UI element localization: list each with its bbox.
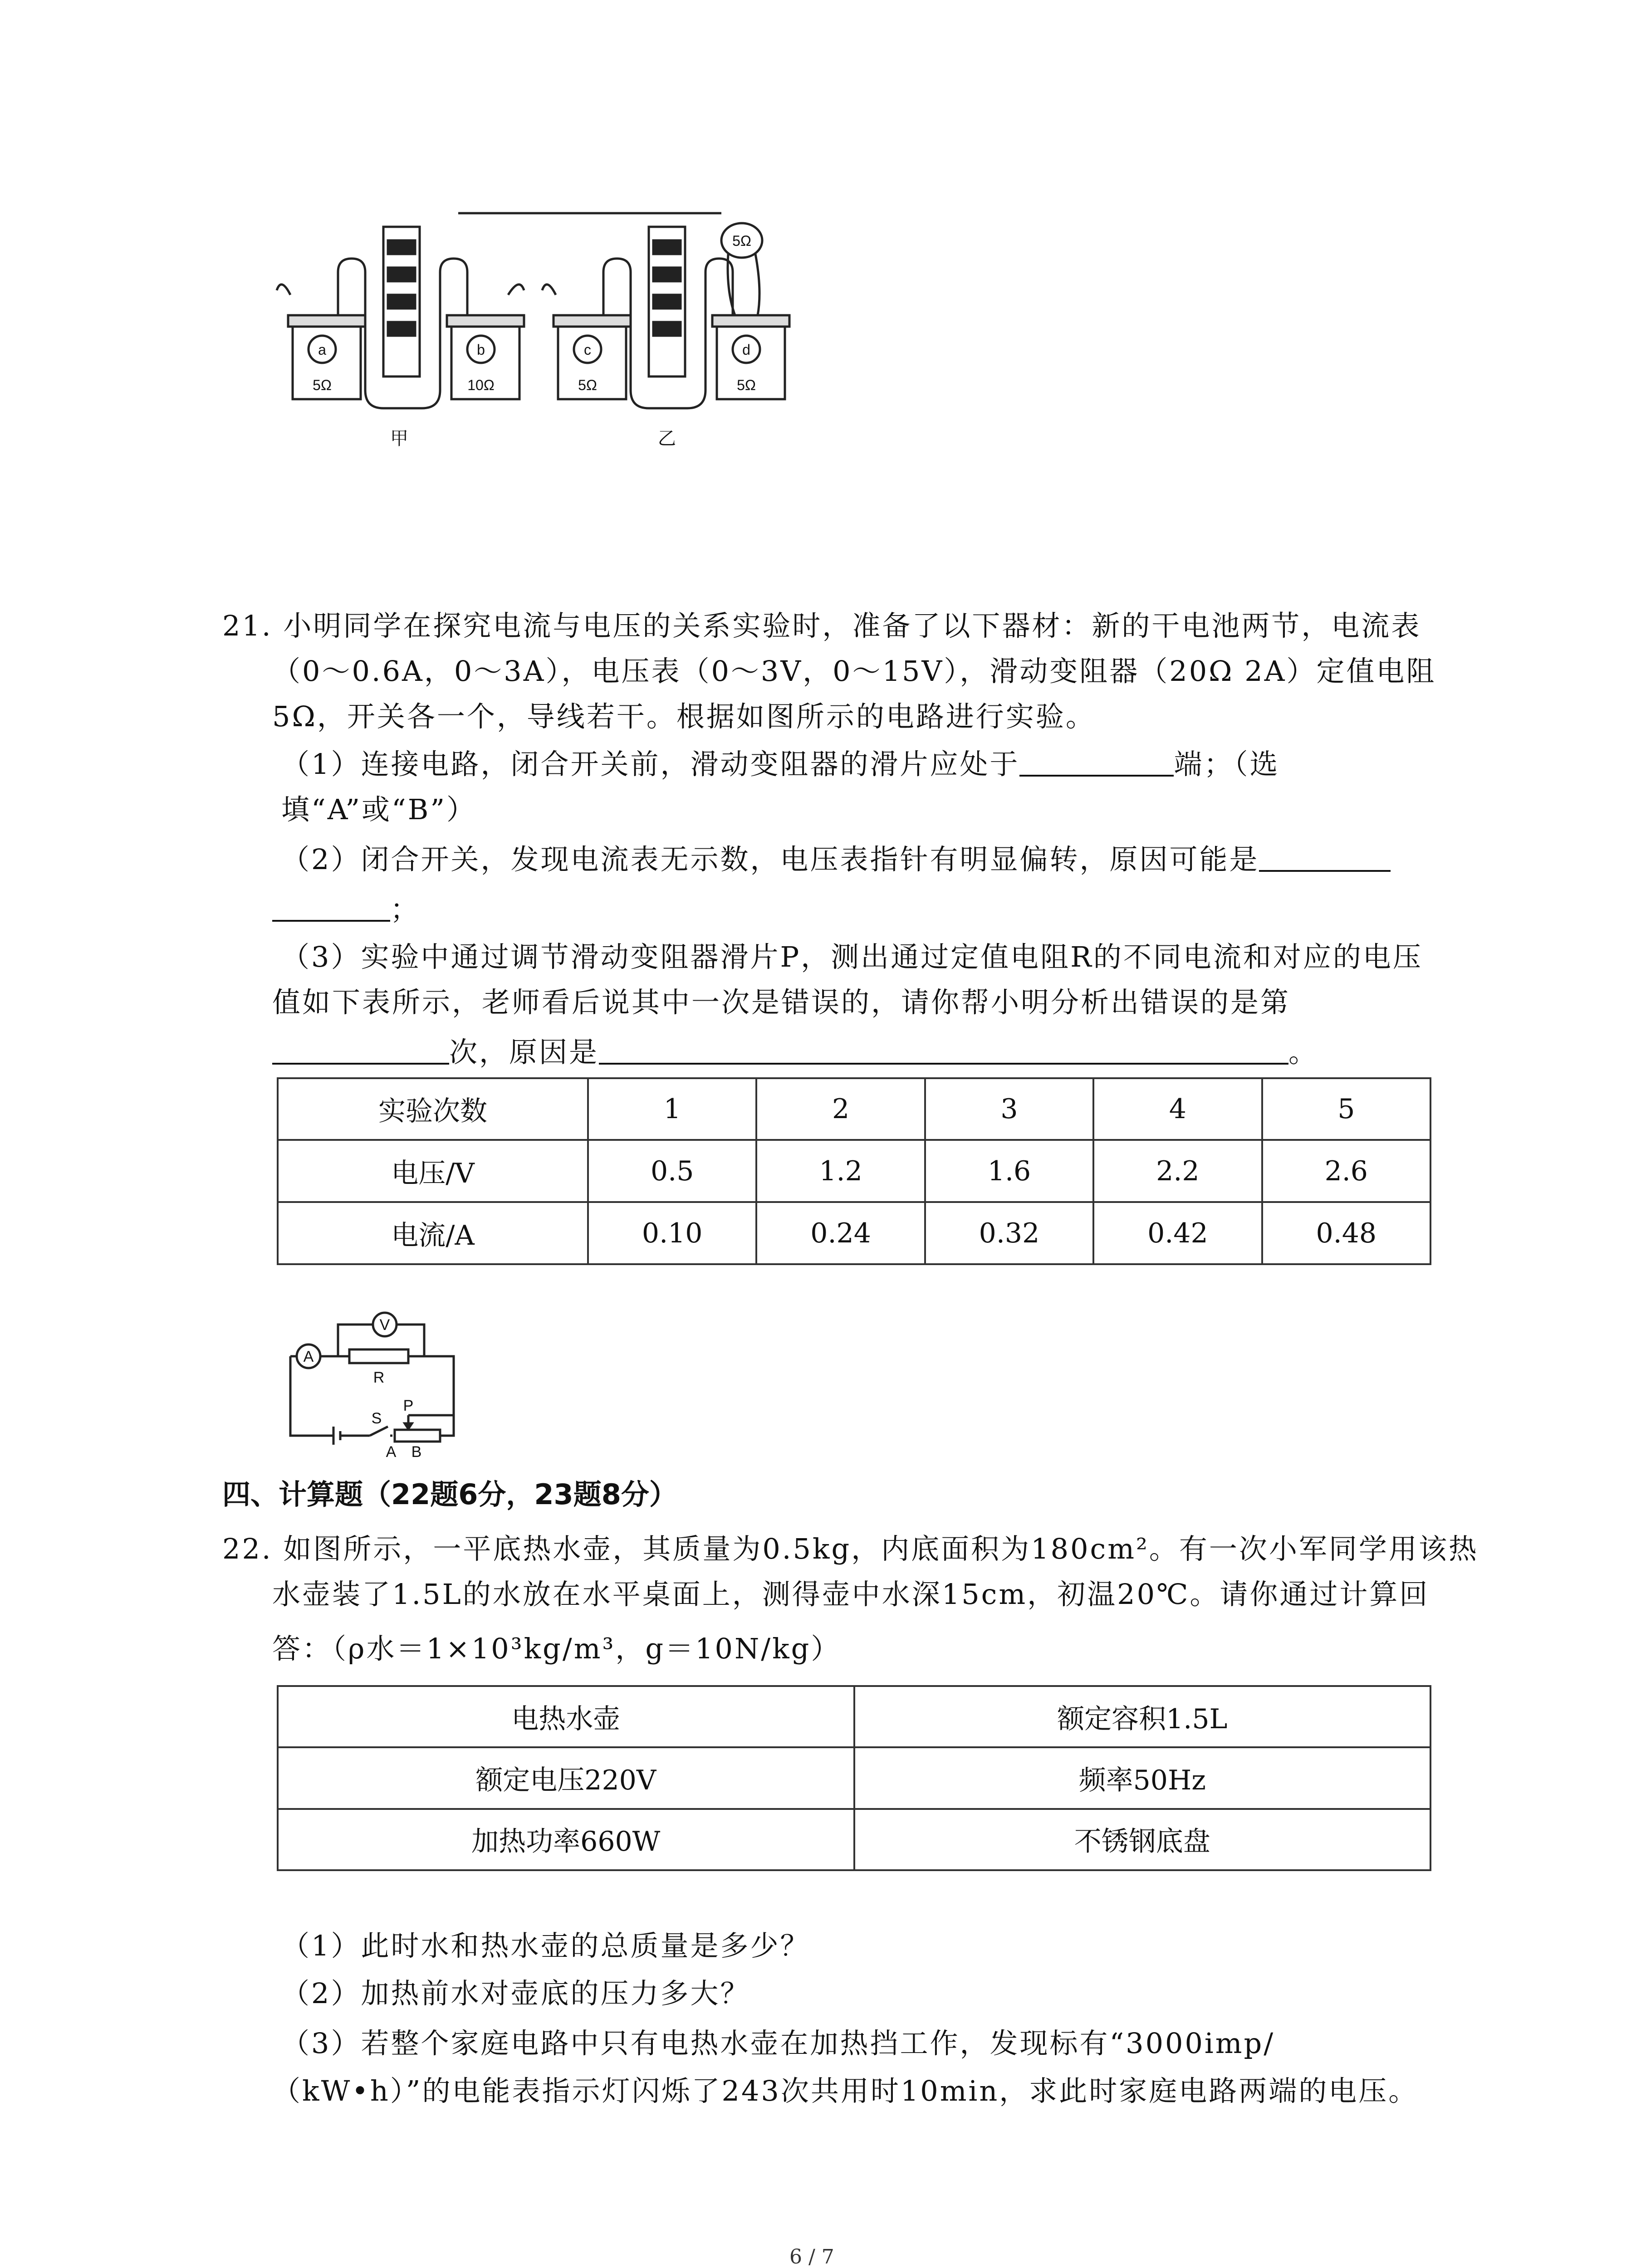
- table-row: [278, 1686, 1430, 1747]
- bulb-c-resistance: 5Ω: [578, 377, 597, 393]
- voltmeter-label: V: [379, 1316, 390, 1334]
- bulb-a-resistance: 5Ω: [313, 377, 332, 393]
- table-row: [278, 1809, 1430, 1870]
- table-cell: 2: [756, 1078, 925, 1140]
- figure-label-yi: 乙: [658, 429, 676, 449]
- q22-sub-question-2: （2）加热前水对壶底的压力多大？: [281, 1977, 750, 2010]
- table-cell: 额定电压220V: [278, 1747, 854, 1809]
- table-cell: 3: [925, 1078, 1093, 1140]
- section-heading: 四、计算题（22题6分，23题8分）: [222, 1478, 677, 1511]
- table-cell: 0.5: [588, 1140, 756, 1202]
- q21-part1-line1: （1）连接电路，闭合开关前，滑动变阻器的滑片应处于 端；（选: [281, 748, 1280, 781]
- q21-intro-line2: （0～0.6A，0～3A），电压表（0～3V，0～15V），滑动变阻器（20Ω 2A）定值电阻: [272, 655, 1436, 688]
- q21-part3-line2: 值如下表所示，老师看后说其中一次是错误的，请你帮小明分析出错误的是第: [272, 986, 1291, 1019]
- table-cell: 电流/A: [278, 1202, 588, 1264]
- table-cell: 0.24: [756, 1202, 925, 1264]
- q21-part3-line3: 次，原因是 。: [272, 1034, 1318, 1070]
- q22-line2: 水壶装了1.5L的水放在水平桌面上，测得壶中水深15cm，初温20℃。请你通过计算回: [272, 1578, 1430, 1611]
- resistor-r: [349, 1349, 408, 1363]
- q22-sub-question-1: （1）此时水和热水壶的总质量是多少？: [281, 1929, 810, 1962]
- bulb-b-resistance: 10Ω: [467, 377, 495, 393]
- table-cell: 1.6: [925, 1140, 1093, 1202]
- table-cell: 电热水壶: [278, 1686, 854, 1747]
- figure-label-jia: 甲: [390, 429, 408, 449]
- q21-part2-line2: ；: [272, 891, 420, 928]
- ammeter-label: A: [303, 1348, 314, 1365]
- external-resistor-label: 5Ω: [732, 233, 751, 249]
- bulb-c-letter: c: [584, 342, 591, 358]
- table-cell: 实验次数: [278, 1078, 588, 1140]
- end-b-label: B: [411, 1443, 422, 1461]
- q22-sub-question-3-line2: （kW•h）”的电能表指示灯闪烁了243次共用时10min，求此时家庭电路两端的电压。: [272, 2074, 1419, 2107]
- slider-label: P: [403, 1397, 414, 1414]
- bulb-d-resistance: 5Ω: [737, 377, 756, 393]
- joule-heating-apparatus-figure: [272, 200, 794, 454]
- q21-part3-line1: （3）实验中通过调节滑动变阻器滑片P，测出通过定值电阻R的不同电流和对应的电压: [281, 940, 1423, 973]
- slide-rheostat: [395, 1430, 440, 1442]
- end-a-label: A: [386, 1443, 397, 1461]
- table-cell: 5: [1262, 1078, 1430, 1140]
- table-row: [278, 1078, 1430, 1140]
- q21-part3-answer-blank-a[interactable]: [272, 1035, 449, 1065]
- table-row: [278, 1202, 1430, 1264]
- q22-number: 22.: [222, 1532, 273, 1565]
- table-row: [278, 1747, 1430, 1809]
- table-cell: 频率50Hz: [854, 1747, 1431, 1809]
- table-cell: 1.2: [756, 1140, 925, 1202]
- table-cell: 0.32: [925, 1202, 1093, 1264]
- table-cell: 2.6: [1262, 1140, 1430, 1202]
- switch-label: S: [371, 1410, 382, 1427]
- q21-part3-answer-blank-b[interactable]: [599, 1035, 1288, 1065]
- table-cell: 0.10: [588, 1202, 756, 1264]
- table-cell: 加热功率660W: [278, 1809, 854, 1870]
- q21-data-table: [277, 1077, 1431, 1265]
- table-cell: 电压/V: [278, 1140, 588, 1202]
- bulb-d-letter: d: [742, 342, 750, 358]
- q21-part1-line2: 填“A”或“B”）: [281, 793, 477, 826]
- q22-line3: 答：（ρ水＝1×10³kg/m³，g＝10N/kg）: [272, 1632, 841, 1665]
- table-cell: 不锈钢底盘: [854, 1809, 1431, 1870]
- table-cell: 额定容积1.5L: [854, 1686, 1431, 1747]
- q21-part2-answer-blank-b[interactable]: [272, 892, 390, 922]
- q21-number: 21.: [222, 609, 273, 642]
- q22-sub-question-3-line1: （3）若整个家庭电路中只有电热水壶在加热挡工作，发现标有“3000imp/: [281, 2027, 1275, 2060]
- q21-circuit-diagram: [272, 1306, 463, 1461]
- table-cell: 2.2: [1093, 1140, 1262, 1202]
- q21-intro-line1: 21. 小明同学在探究电流与电压的关系实验时，准备了以下器材：新的干电池两节，电流表: [222, 609, 1421, 642]
- table-cell: 1: [588, 1078, 756, 1140]
- q21-intro-line3: 5Ω，开关各一个，导线若干。根据如图所示的电路进行实验。: [272, 700, 1096, 733]
- q22-line1: 22. 如图所示，一平底热水壶，其质量为0.5kg，内底面积为180cm²。有一次小军同学用该热: [222, 1532, 1479, 1565]
- q21-part2-answer-blank-a[interactable]: [1259, 842, 1391, 872]
- page-number: 6 / 7: [789, 2245, 834, 2268]
- resistor-label: R: [373, 1369, 385, 1386]
- bulb-b-letter: b: [477, 342, 485, 358]
- table-row: [278, 1140, 1430, 1202]
- q21-part1-answer-blank[interactable]: [1019, 747, 1174, 777]
- q22-kettle-spec-table: [277, 1685, 1431, 1871]
- table-cell: 0.48: [1262, 1202, 1430, 1264]
- switch-s: [370, 1427, 388, 1436]
- bulb-a-letter: a: [318, 342, 326, 358]
- q21-part2-line1: （2）闭合开关，发现电流表无示数，电压表指针有明显偏转，原因可能是: [281, 841, 1391, 878]
- table-cell: 4: [1093, 1078, 1262, 1140]
- table-cell: 0.42: [1093, 1202, 1262, 1264]
